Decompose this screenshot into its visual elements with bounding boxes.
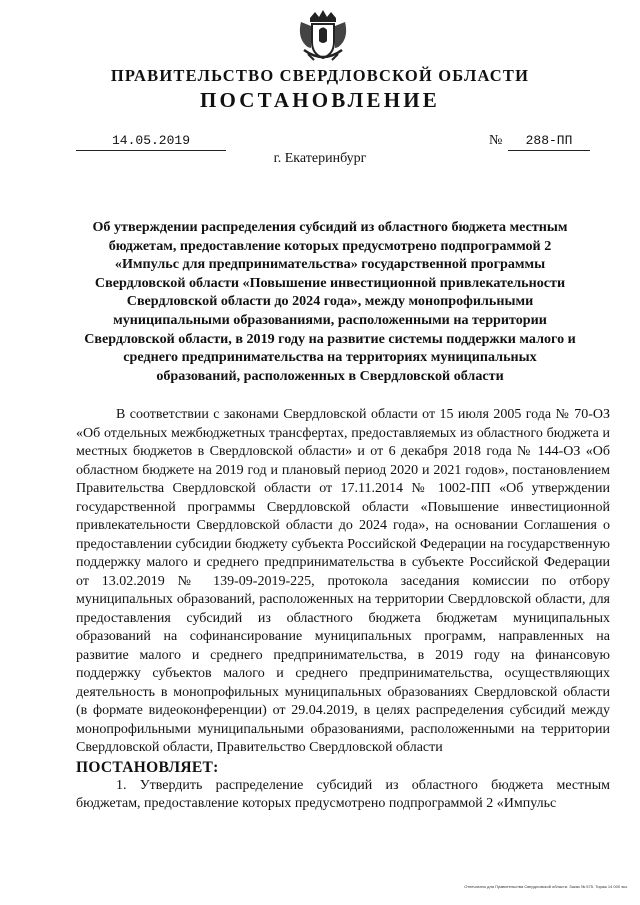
item-1-paragraph: 1. Утвердить распределение субсидий из областного бюджета местным бюджетам, предоставление которых предусмотрено подпрограммой 2 «Импульс (76, 777, 610, 811)
decree-word: ПОСТАНОВЛЯЕТ: (76, 758, 219, 776)
document-title: Об утверждении распределения субсидий из областного бюджета местным бюджетам, предоставление которых предусмотрено подпрограммой 2 «Импульс для предпринимательства» государственной программы Свердловской области «Повышение инвестиционной привлекательности Свердловской области до 2024 года», между монопрофильными муниципальными образованиями, расположенными на территории Свердловской области, в 2019 году на развитие системы поддержки малого и среднего предпринимательства на территориях муниципальных образований, расположенных в Свердловской области (84, 219, 576, 384)
number-sign: № (489, 133, 503, 148)
document-number: 288-ПП (525, 133, 573, 148)
document-date: 14.05.2019 (111, 133, 190, 148)
document-type-heading: ПОСТАНОВЛЕНИЕ (199, 88, 441, 112)
government-name: ПРАВИТЕЛЬСТВО СВЕРДЛОВСКОЙ ОБЛАСТИ (110, 66, 530, 85)
print-footer: Отпечатано для Правительства Свердловской области. Заказ № 575. Тираж 14 000 экз. (464, 884, 628, 889)
document-body (76, 406, 610, 814)
coat-of-arms-icon (298, 8, 348, 64)
preamble-paragraph: В соответствии с законами Свердловской области от 15 июля 2005 года № 70-ОЗ «Об отдельных межбюджетных трансфертах, предоставляемых из областного бюджета и местных бюджетов в Свердловской области» и от 6 декабря 2018 года № 144-ОЗ «Об областном бюджете на 2019 год и плановый период 2020 и 2021 годов», постановлением Правительства Свердловской области от 17.11.2014 № 1002-ПП «Об утверждении государственной программы Свердловской области «Повышение инвестиционной привлекательности Свердловской области до 2024 года», на основании Соглашения о предоставлении субсидии бюджету субъекта Российской Федерации на государственную поддержку малого и среднего предпринимательства в субъекте Российской Федерации от 13.02.2019 № 139-09-2019-225, протокола заседания комиссии по отбору муниципальных образований, расположенных на территории Свердловской области, для предоставления субсидий из областного бюджета бюджетам муниципальных образований на софинансирование муниципальных программ, направленных на развитие малого и среднего предпринимательства, в 2019 году на финансовую поддержку субъектов малого и среднего предпринимательства, осуществляющих деятельность в монопрофильных муниципальных образованиях Свердловской области (в формате видеоконференции) от 29.04.2019, в целях распределения субсидий между монопрофильными муниципальными образованиями, расположенными на территории Свердловской области, Правительство Свердловской области (76, 407, 610, 755)
city-label: г. Екатеринбург (273, 151, 367, 166)
